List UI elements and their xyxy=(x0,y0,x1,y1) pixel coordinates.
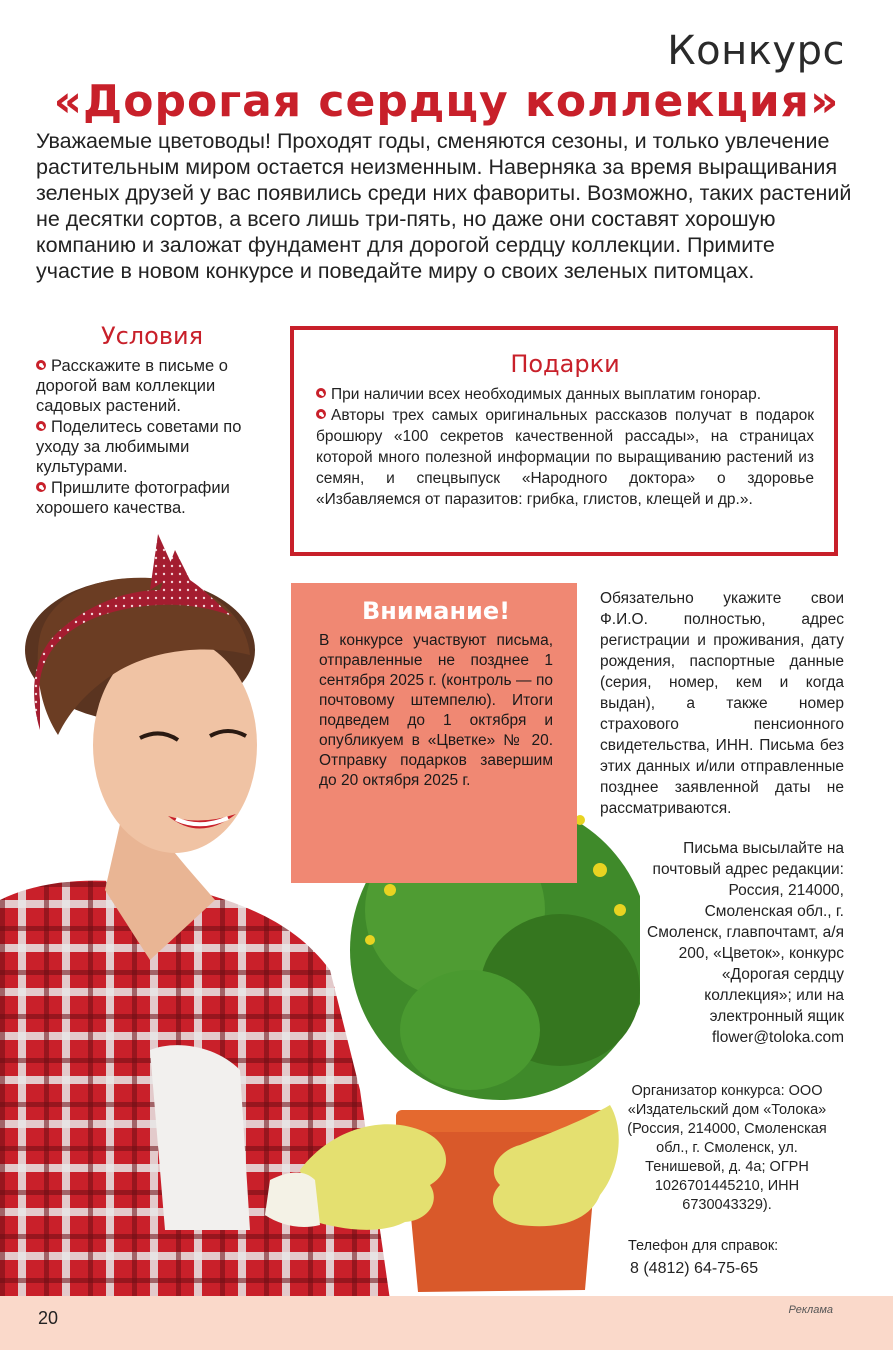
conditions-list xyxy=(36,356,268,518)
attention-heading: Внимание! xyxy=(361,597,511,625)
intro-text: Уважаемые цветоводы! Проходят годы, сменяются сезоны, и только увлечение растительным миром остается неизменным. Наверняка за время выращивания зеленых друзей у вас появились среди них фавориты. Возможно, таких растений не десятки сортов, а всего лишь три-пять, но даже они составят хорошую компанию и заложат фундамент для дорогой сердцу коллекции. Примите участие в новом конкурсе и поведайте миру о своих зеленых питомцах. xyxy=(36,129,852,283)
gifts-list xyxy=(316,384,814,510)
list-item-text: Пришлите фотографии хорошего качества. xyxy=(36,479,230,517)
list-item-text: При наличии всех необходимых данных выплатим гонорар. xyxy=(331,386,762,403)
conditions-heading: Условия xyxy=(100,322,204,350)
list-item xyxy=(316,405,814,510)
gifts-heading: Подарки xyxy=(510,350,620,378)
bullet-icon xyxy=(36,421,46,431)
list-item xyxy=(36,478,268,518)
bullet-icon xyxy=(36,482,46,492)
required-info-text: Обязательно укажите свои Ф.И.О. полностью, адрес регистрации и проживания, дату рождения, паспортные данные (серия, номер, кем и когда выдан), а также номер страхового пенсионного свидетельства, ИНН. Письма без этих данных и/или отправленные позднее заявленной даты не рассматриваются. xyxy=(600,590,844,817)
phone-label: Телефон для справок: xyxy=(628,1238,779,1254)
organizer-text: Организатор конкурса: ООО «Издательский дом «Толока» (Россия, 214000, Смоленская обл., г. Смоленск, ул. Тенишевой, д. 4а; ОГРН 1026701445210, ИНН 6730043329). xyxy=(627,1083,827,1213)
page-number: 20 xyxy=(38,1308,59,1328)
list-item xyxy=(316,384,814,405)
conditions-section xyxy=(36,322,268,519)
contest-kicker: Конкурс xyxy=(667,28,845,74)
bullet-icon xyxy=(36,360,46,370)
page-title: «Дорогая сердцу коллекция» xyxy=(53,76,840,127)
bullet-icon xyxy=(316,409,326,419)
phone-number: 8 (4812) 64-75-65 xyxy=(630,1260,759,1277)
list-item-text: Поделитесь советами по уходу за любимыми культурами. xyxy=(36,418,242,476)
attention-box xyxy=(291,583,577,883)
ad-label: Реклама xyxy=(788,1304,833,1316)
address-text: Письма высылайте на почтовый адрес редакции: Россия, 214000, Смоленская обл., г. Смоленск, главпочтамт, а/я 200, «Цветок», конкурс «Дорогая сердцу коллекция»; или на электронный ящик flower@toloka.com xyxy=(647,840,844,1046)
page-footer xyxy=(0,1296,893,1350)
list-item-text: Авторы трех самых оригинальных рассказов получат в подарок брошюру «100 секретов качественной рассады», на страницах которой много полезной информации по выращиванию растений из семян, и спецвыпуск «Народного доктора» о здоровье «Избавляемся от паразитов: грибка, глистов, клещей и др.». xyxy=(316,407,814,508)
bullet-icon xyxy=(316,388,326,398)
list-item-text: Расскажите в письме о дорогой вам коллекции садовых растений. xyxy=(36,357,228,415)
attention-text: В конкурсе участвуют письма, отправленные не позднее 1 сентября 2025 г. (контроль — по почтовому штемпелю). Итоги подведем до 1 октября и опубликуем в «Цветке» № 20. Отправку подарков завершим до 20 октября 2025 г. xyxy=(319,632,553,789)
list-item xyxy=(36,356,268,416)
gifts-box xyxy=(290,326,838,556)
list-item xyxy=(36,417,268,477)
